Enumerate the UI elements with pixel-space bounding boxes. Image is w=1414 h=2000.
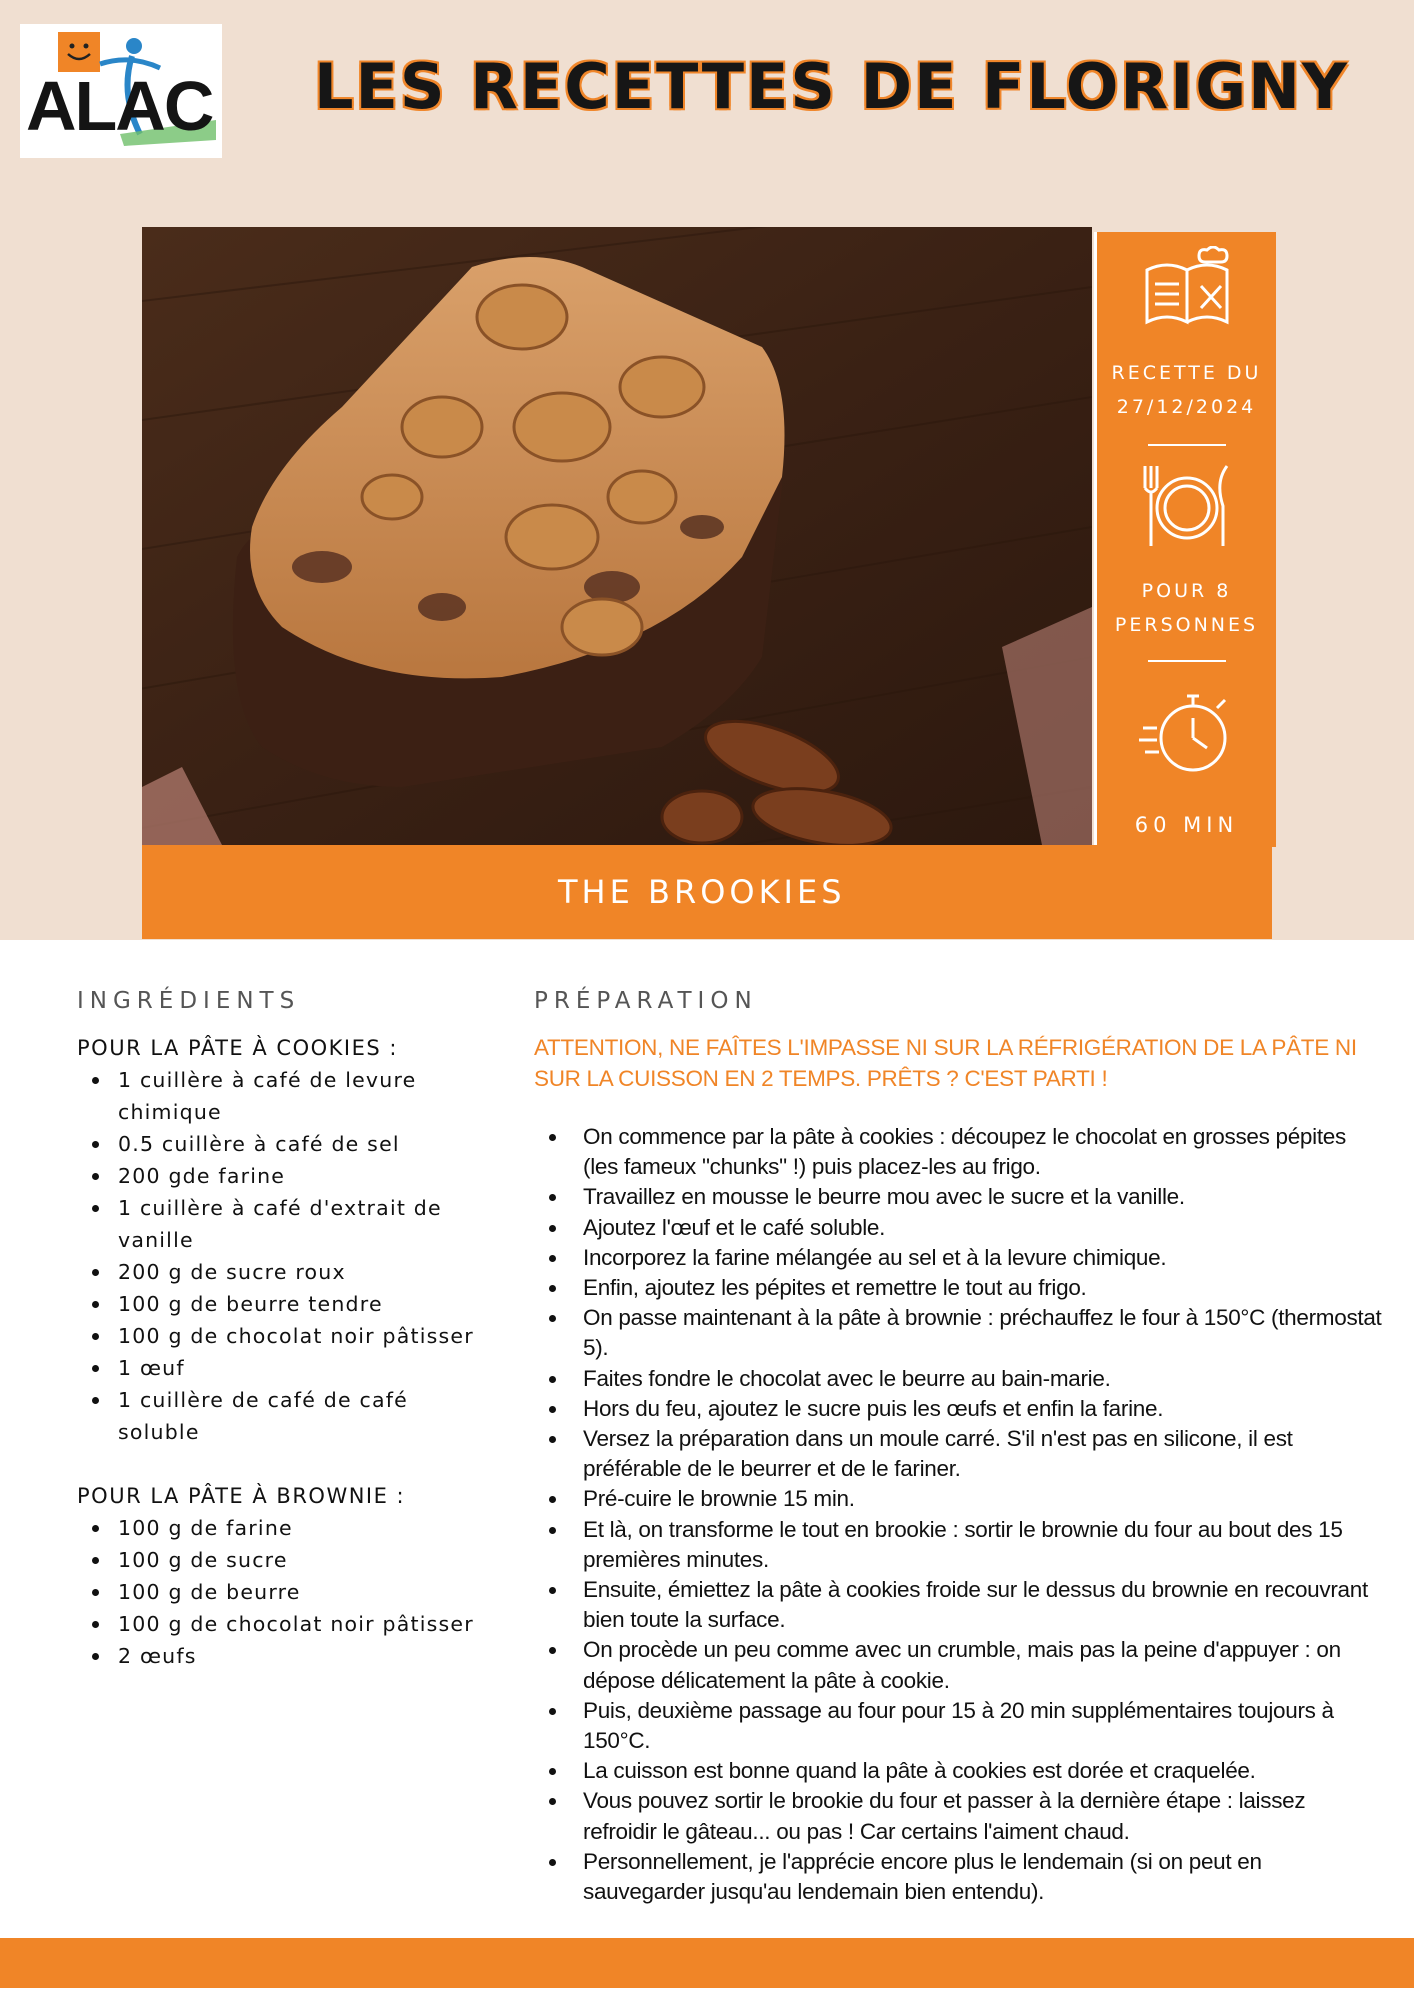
preparation-steps [534,1122,1384,1907]
ingredient-item: 100 g de beurre tendre [77,1288,497,1320]
divider [1148,444,1226,446]
preparation-step: On passe maintenant à la pâte à brownie : préchauffez le four à 150°C (thermostat 5). [534,1303,1384,1363]
plate-cutlery-icon [1137,462,1237,552]
preparation-step: Puis, deuxième passage au four pour 15 à 20 min supplémentaires toujours à 150°C. [534,1696,1384,1756]
preparation-step: Ensuite, émiettez la pâte à cookies froide sur le dessus du brownie en recouvrant bien toute la surface. [534,1575,1384,1635]
ingredient-group-title: POUR LA PÂTE À COOKIES : [77,1036,398,1060]
ingredient-item: 200 g de sucre roux [77,1256,497,1288]
preparation-warning: ATTENTION, NE FAÎTES L'IMPASSE NI SUR LA RÉFRIGÉRATION DE LA PÂTE NI SUR LA CUISSON EN 2 TEMPS. PRÊTS ? C'EST PARTI ! [534,1035,1357,1091]
ingredient-item: 100 g de chocolat noir pâtisser [77,1608,497,1640]
ingredient-item: 100 g de farine [77,1512,497,1544]
recipe-date: 27/12/2024 [1116,396,1257,418]
preparation-step: Hors du feu, ajoutez le sucre puis les œufs et enfin la farine. [534,1394,1384,1424]
recipe-title: THE BROOKIES [558,873,846,911]
preparation-step: Et là, on transforme le tout en brookie : sortir le brownie du four au bout des 15 premières minutes. [534,1515,1384,1575]
preparation-step: Enfin, ajoutez les pépites et remettre le tout au frigo. [534,1273,1384,1303]
preparation-section [534,1032,1384,1907]
servings-line-1: POUR 8 [1141,580,1232,602]
preparation-step: On commence par la pâte à cookies : découpez le chocolat en grosses pépites (les fameux "chunks" !) puis placez-les au frigo. [534,1122,1384,1182]
footer-bar [0,1938,1414,1988]
preparation-step: Incorporez la farine mélangée au sel et à la levure chimique. [534,1243,1384,1273]
ingredient-item: 100 g de chocolat noir pâtisser [77,1320,497,1352]
preparation-step: Personnellement, je l'apprécie encore plus le lendemain (si on peut en sauvegarder jusqu'au lendemain bien entendu). [534,1847,1384,1907]
preparation-step: Versez la préparation dans un moule carré. S'il n'est pas en silicone, il est préférable de le beurrer et de le fariner. [534,1424,1384,1484]
site-title: LES RECETTES DE FLORIGNY [314,50,1349,123]
logo-text: ALAC [26,67,213,145]
recipe-book-icon [1141,246,1233,330]
stopwatch-icon [1137,682,1237,782]
recipe-date-label: RECETTE DU [1111,362,1262,384]
ingredient-item: 1 cuillère à café de levure chimique [77,1064,497,1128]
ingredients-heading: INGRÉDIENTS [77,988,301,1014]
alac-logo [20,24,222,158]
preparation-step: Ajoutez l'œuf et le café soluble. [534,1213,1384,1243]
ingredient-item: 2 œufs [77,1640,497,1672]
recipe-info-panel [1094,232,1276,847]
preparation-step: Vous pouvez sortir le brookie du four et passer à la dernière étape : laissez refroidir le gâteau... ou pas ! Car certains l'aiment chaud. [534,1786,1384,1846]
ingredient-item: 100 g de beurre [77,1576,497,1608]
servings-line-2: PERSONNES [1114,614,1259,636]
ingredient-item: 200 gde farine [77,1160,497,1192]
ingredient-item: 1 cuillère de café de café soluble [77,1384,497,1448]
ingredient-item: 0.5 cuillère à café de sel [77,1128,497,1160]
recipe-title-band [142,845,1272,939]
ingredient-list-brownie [77,1512,497,1672]
preparation-step: On procède un peu comme avec un crumble, mais pas la peine d'appuyer : on dépose délicatement la pâte à cookie. [534,1635,1384,1695]
preparation-step: Travaillez en mousse le beurre mou avec le sucre et la vanille. [534,1182,1384,1212]
prep-time: 60 MIN [1134,813,1239,837]
ingredient-group-title: POUR LA PÂTE À BROWNIE : [77,1484,406,1508]
ingredient-item: 1 cuillère à café d'extrait de vanille [77,1192,497,1256]
ingredient-item: 1 œuf [77,1352,497,1384]
preparation-step: La cuisson est bonne quand la pâte à cookies est dorée et craquelée. [534,1756,1384,1786]
divider [1148,660,1226,662]
ingredient-list-cookies [77,1064,497,1448]
preparation-step: Faites fondre le chocolat avec le beurre au bain-marie. [534,1364,1384,1394]
preparation-heading: PRÉPARATION [534,988,758,1014]
ingredient-item: 100 g de sucre [77,1544,497,1576]
brookie-photo-illustration [142,227,1092,845]
preparation-step: Pré-cuire le brownie 15 min. [534,1484,1384,1514]
ingredients-section [77,1032,497,1672]
recipe-photo [142,227,1092,845]
